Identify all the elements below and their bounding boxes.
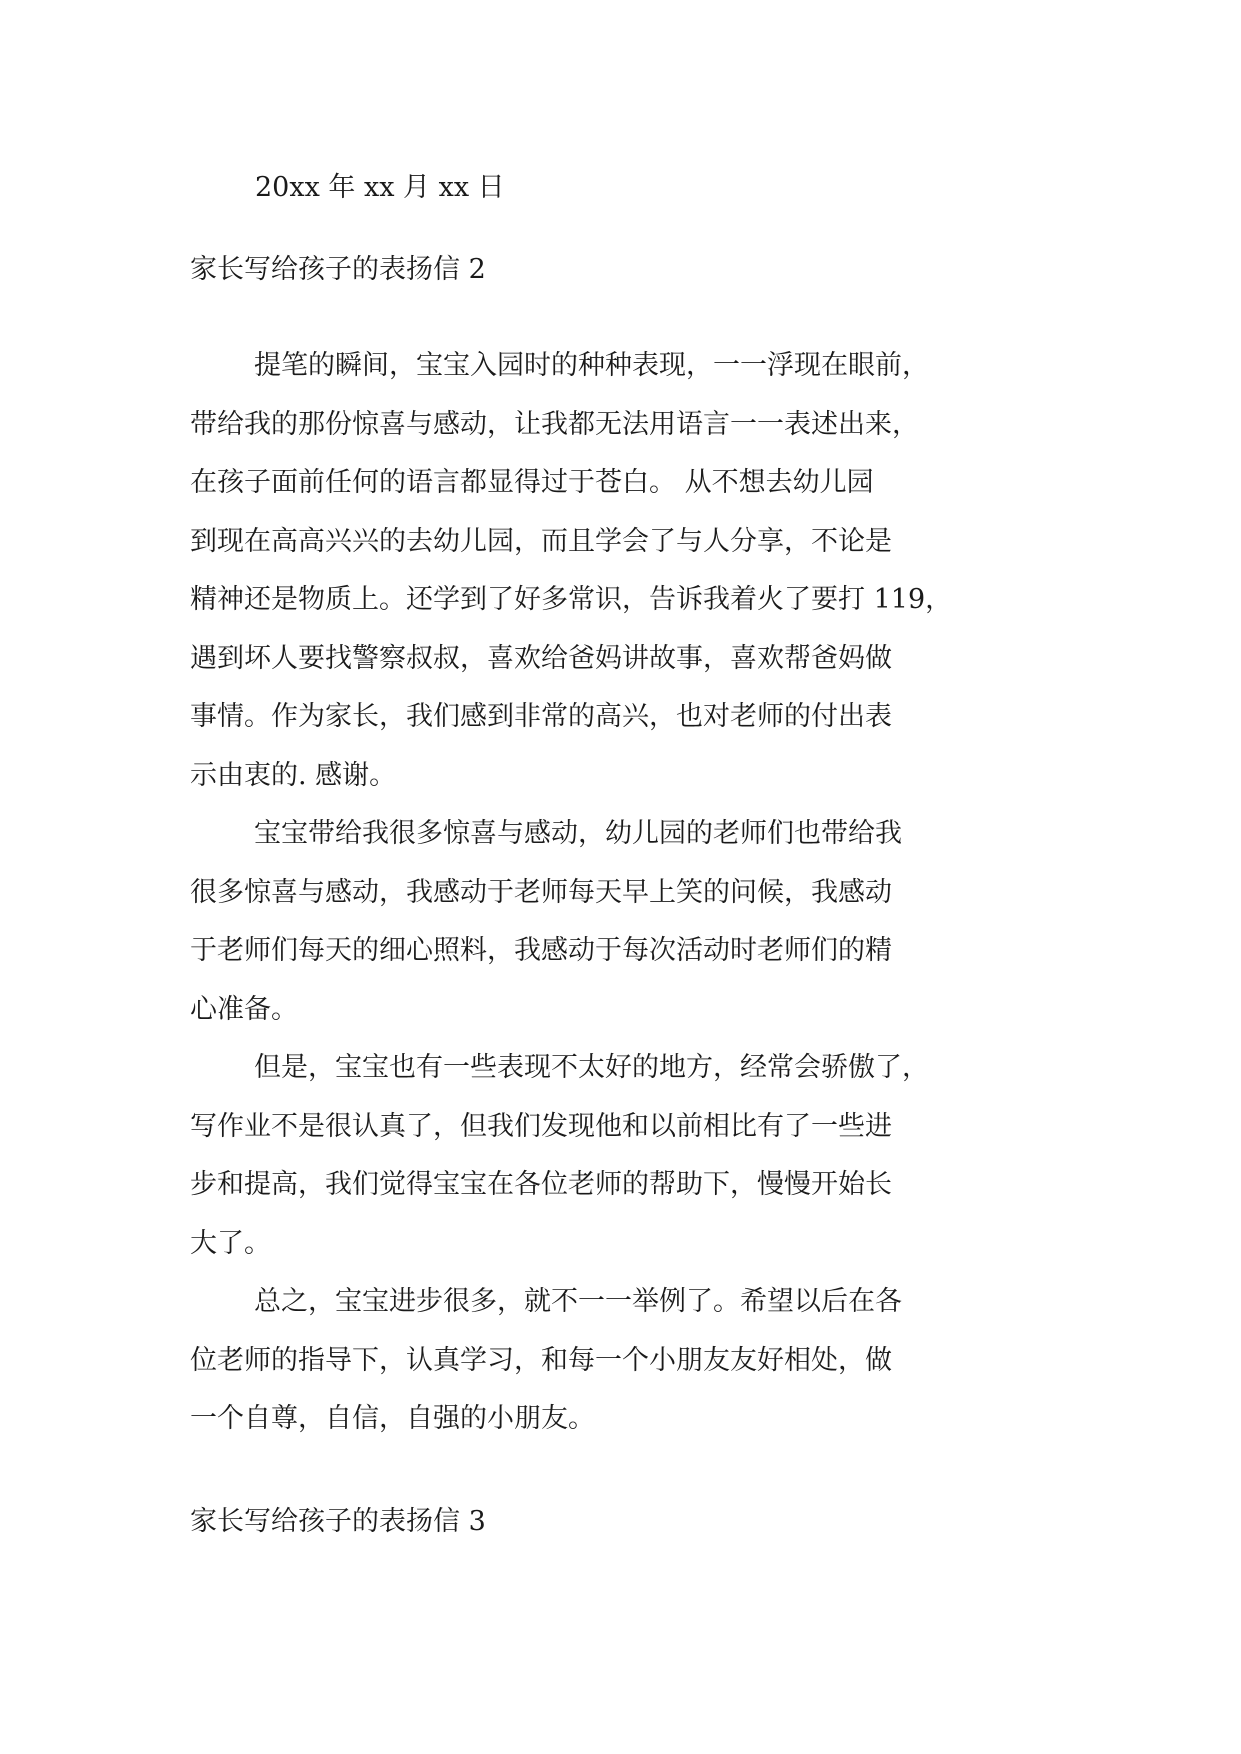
date-line: 20xx 年 xx 月 xx 日 (255, 172, 505, 203)
paragraph-3: 但是，宝宝也有一些表现不太好的地方，经常会骄傲了， 写作业不是很认真了，但我们发现他和以前相比有了一些进 步和提高，我们觉得宝宝在各位老师的帮助下，慢慢开始长 大了。 (190, 1052, 929, 1259)
paragraph-4: 总之，宝宝进步很多，就不一一举例了。希望以后在各 位老师的指导下，认真学习，和每一个小朋友友好相处，做 一个自尊，自信，自强的小朋友。 (190, 1286, 902, 1434)
letter-heading-2: 家长写给孩子的表扬信 2 (190, 254, 486, 285)
letter-heading-3: 家长写给孩子的表扬信 3 (190, 1506, 486, 1537)
paragraph-1: 提笔的瞬间，宝宝入园时的种种表现，一一浮现在眼前， 带给我的那份惊喜与感动，让我都无法用语言一一表述出来， 在孩子面前任何的语言都显得过于苍白。 从不想去幼儿园 到现在高高兴兴的去幼儿园，而且学会了与人分享，不论是 精神还是物质上。还学到了好多常识，告诉我着火了要打 119， 遇到坏人要找警察叔叔，喜欢给爸妈讲故事，喜欢帮爸妈做 事情。作为家长，我们感到非常的高兴，也对老师的付出表 示由衷的. 感谢。 (190, 350, 953, 791)
paragraph-2: 宝宝带给我很多惊喜与感动，幼儿园的老师们也带给我 很多惊喜与感动，我感动于老师每天早上笑的问候，我感动 于老师们每天的细心照料，我感动于每次活动时老师们的精 心准备。 (190, 818, 902, 1025)
letter-body (190, 337, 1050, 1449)
